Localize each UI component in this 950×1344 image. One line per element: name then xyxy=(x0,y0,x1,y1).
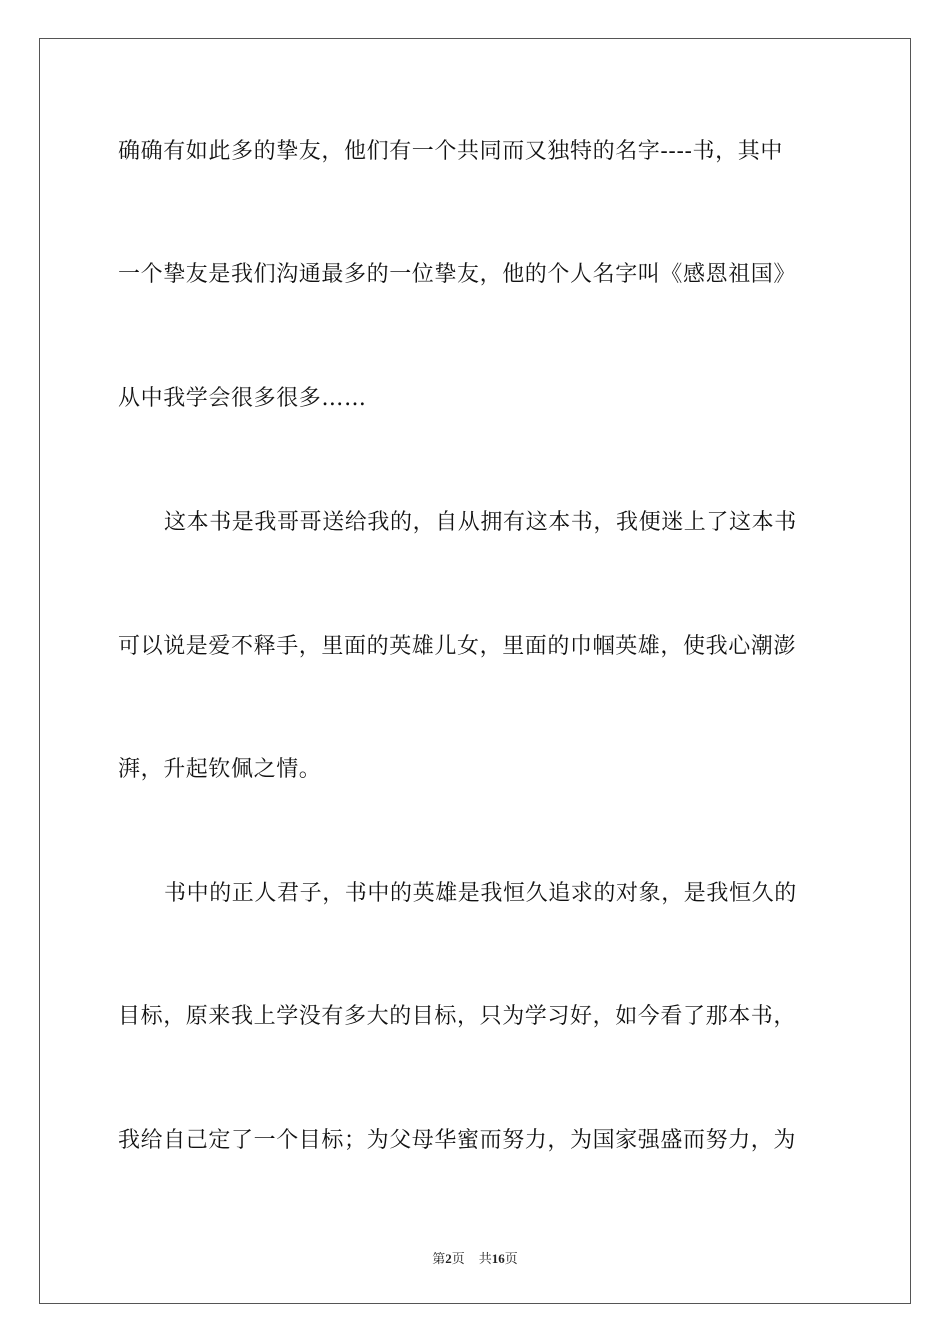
paragraph-first-line: 这本书是我哥哥送给我的，自从拥有这本书，我便迷上了这本书 xyxy=(164,510,797,535)
text-line: 我给自己定了一个目标；为父母华蜜而努力，为国家强盛而努力，为 xyxy=(118,1128,797,1153)
text-line: 确确有如此多的挚友，他们有一个共同而又独特的名字----书，其中 xyxy=(118,139,783,164)
text-line: 可以说是爱不释手，里面的英雄儿女，里面的巾帼英雄，使我心潮澎 xyxy=(118,634,797,659)
total-label-prefix: 共 xyxy=(478,1251,492,1266)
text-line: 湃，升起钦佩之情。 xyxy=(118,757,322,782)
text-line: 目标，原来我上学没有多大的目标，只为学习好，如今看了那本书， xyxy=(118,1004,797,1029)
text-line: 从中我学会很多很多…… xyxy=(118,386,367,411)
page-number: 2 xyxy=(445,1251,452,1266)
total-pages: 16 xyxy=(491,1251,505,1266)
page-footer xyxy=(0,1248,950,1267)
page-label-prefix: 第 xyxy=(432,1251,446,1266)
page-label-suffix: 页 xyxy=(451,1251,465,1266)
paragraph-first-line: 书中的正人君子，书中的英雄是我恒久追求的对象，是我恒久的 xyxy=(164,881,797,906)
total-label-suffix: 页 xyxy=(504,1251,518,1266)
page-border xyxy=(39,38,911,1304)
text-line: 一个挚友是我们沟通最多的一位挚友，他的个人名字叫《感恩祖国》 xyxy=(118,262,797,287)
